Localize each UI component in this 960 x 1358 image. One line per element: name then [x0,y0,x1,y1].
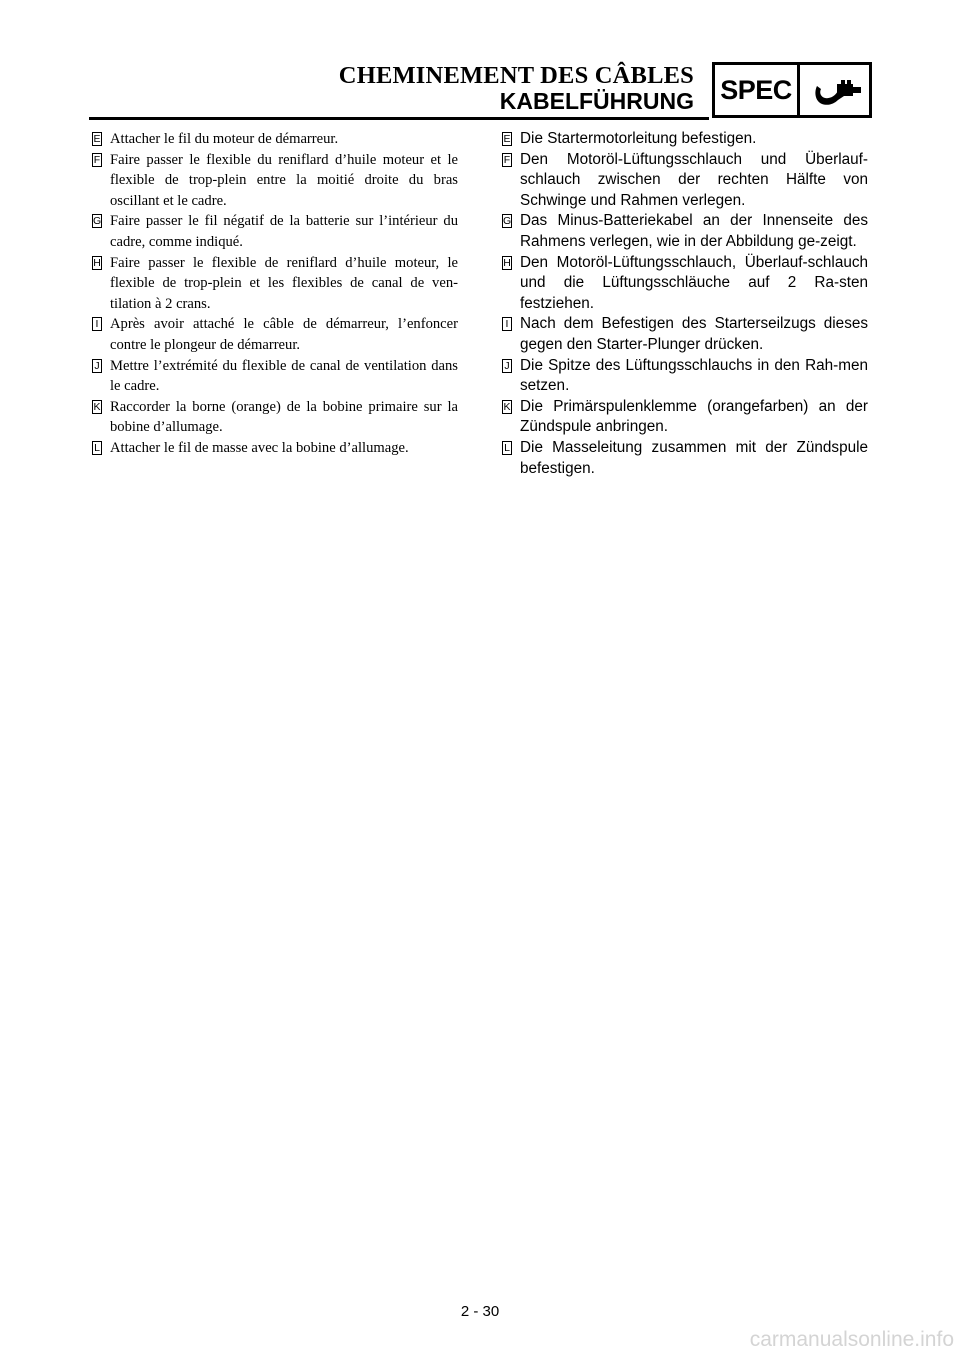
list-item [92,397,458,438]
wrench-icon [811,74,863,108]
marker-label: J [92,359,102,373]
instruction-text: Die Masseleitung zusammen mit der Zündspule befestigen. [520,438,868,477]
marker-label: E [93,133,101,145]
marker-label: F [93,153,101,166]
instruction-text: Attacher le fil du moteur de démarreur. [110,131,339,147]
instruction-text: Die Spitze des Lüftungsschlauchs in den Rah-men setzen. [520,356,868,395]
marker-label: J [502,359,512,373]
list-item [502,356,868,397]
list-item [92,438,458,459]
header-rule [89,117,709,120]
instruction-text: Nach dem Befestigen des Starterseilzugs dieses gegen den Starter-Plunger drücken. [520,315,868,353]
list-item [92,129,458,150]
spec-label: SPEC [720,75,792,105]
marker-label: F [503,153,511,166]
marker-label: L [92,441,102,455]
instruction-text: Après avoir attaché le câble de démarreur, l’enfoncer contre le plongeur de démarreur. [110,316,458,353]
list-item [92,150,458,212]
list-item [502,314,868,355]
page-header [0,0,960,125]
french-column [92,129,458,459]
list-item [502,253,868,315]
instruction-text: Faire passer le fil négatif de la batterie sur l’intérieur du cadre, comme indiqué. [110,213,458,250]
marker-label: I [502,317,512,331]
instruction-text: Raccorder la borne (orange) de la bobine primaire sur la bobine d’allumage. [110,398,458,436]
instruction-text: Die Startermotorleitung befestigen. [520,130,757,147]
instruction-text: Das Minus-Batteriekabel an der Innenseite des Rahmens verlegen, wie in der Abbildung ge-zeigt. [520,212,868,250]
marker-label: I [92,317,102,331]
list-item [92,211,458,252]
list-item [502,150,868,212]
list-item [502,211,868,252]
marker-label: G [503,215,512,228]
marker-label: H [93,256,101,269]
spec-badge [712,62,872,118]
marker-label: L [502,441,512,455]
marker-label: E [503,133,511,145]
spec-divider [797,65,800,115]
instruction-text: Mettre l’extrémité du flexible de canal de ventilation dans le cadre. [110,357,458,395]
instruction-text: Den Motoröl-Lüftungsschlauch, Überlauf-schlauch und die Lüftungsschläuche auf 2 Ra-sten festziehen. [520,253,868,312]
instruction-text: Den Motoröl-Lüftungsschlauch und Überlauf-schlauch zwischen der rechten Hälfte von Schwinge und Rahmen verlegen. [520,150,868,209]
instruction-text: Faire passer le flexible de reniflard d’huile moteur, le flexible de trop-plein et les flexibles de canal de ven-tilation à 2 crans. [110,254,458,312]
section-title-french: CHEMINEMENT DES CÂBLES [338,62,694,89]
section-title-german: KABELFÜHRUNG [499,88,694,114]
german-column [502,129,868,479]
list-item [92,314,458,355]
marker-label: K [93,400,101,413]
marker-label: H [503,256,511,269]
list-item [502,438,868,479]
marker-label: G [93,215,102,228]
list-item [92,253,458,315]
marker-label: K [503,400,511,413]
list-item [502,397,868,438]
list-item [92,356,458,397]
watermark: carmanualsonline.info [749,1328,954,1351]
page-number: 2 - 30 [460,1303,500,1320]
instruction-text: Die Primärspulenklemme (orangefarben) an der Zündspule anbringen. [520,397,868,436]
instruction-text: Faire passer le flexible du reniflard d’huile moteur et le flexible de trop-plein entre la moitié droite du bras oscillant et le cadre. [110,151,458,209]
list-item [502,129,868,150]
instruction-text: Attacher le fil de masse avec la bobine d’allumage. [110,439,409,456]
